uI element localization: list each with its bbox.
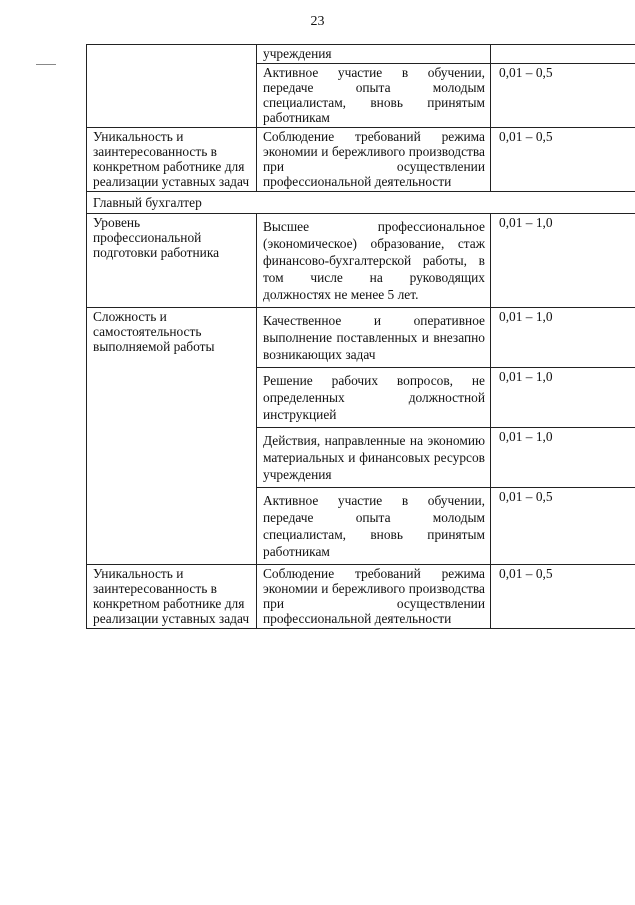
page-number: 23: [310, 14, 325, 29]
description-cell: Активное участие в обучении, передаче опыта молодым специалистам, вновь принятым работникам: [257, 64, 491, 128]
criterion-cell: Уровень профессиональной подготовки работника: [87, 214, 257, 308]
table-row: [87, 45, 635, 64]
criterion-cell: [87, 45, 257, 128]
section-title: Главный бухгалтер: [87, 192, 635, 214]
criterion-cell: Уникальность и заинтересованность в конкретном работнике для реализации уставных задач: [87, 565, 257, 629]
criterion-cell: Сложность и самостоятельность выполняемой работы: [87, 308, 257, 565]
range-cell: 0,01 – 1,0: [491, 368, 635, 428]
range-cell: 0,01 – 0,5: [491, 128, 635, 192]
range-cell: 0,01 – 1,0: [491, 428, 635, 488]
description-cell: Действия, направленные на экономию материальных и финансовых ресурсов учреждения: [257, 428, 491, 488]
table-row: [87, 308, 635, 368]
range-cell: 0,01 – 1,0: [491, 308, 635, 368]
range-cell: 0,01 – 0,5: [491, 565, 635, 629]
description-cell: Решение рабочих вопросов, не определенных должностной инструкцией: [257, 368, 491, 428]
table-row: [87, 214, 635, 308]
range-cell: 0,01 – 0,5: [491, 488, 635, 565]
range-cell: [491, 45, 635, 64]
range-cell: 0,01 – 1,0: [491, 214, 635, 308]
description-cell: Активное участие в обучении, передаче опыта молодым специалистам, вновь принятым работникам: [257, 488, 491, 565]
table-row: [87, 565, 635, 629]
criterion-cell: Уникальность и заинтересованность в конкретном работнике для реализации уставных задач: [87, 128, 257, 192]
description-cell: Качественное и оперативное выполнение поставленных и внезапно возникающих задач: [257, 308, 491, 368]
margin-mark: [36, 64, 56, 65]
description-cell: Высшее профессиональное (экономическое) образование, стаж финансово-бухгалтерской работы, в том числе на руководящих должностях не менее 5 лет.: [257, 214, 491, 308]
section-row: [87, 192, 635, 214]
description-cell: Соблюдение требований режима экономии и бережливого производства при осуществлении профессиональной деятельности: [257, 565, 491, 629]
description-cell: Соблюдение требований режима экономии и бережливого производства при осуществлении профессиональной деятельности: [257, 128, 491, 192]
description-cell: учреждения: [257, 45, 491, 64]
table-row: [87, 128, 635, 192]
criteria-table: [86, 44, 635, 629]
range-cell: 0,01 – 0,5: [491, 64, 635, 128]
